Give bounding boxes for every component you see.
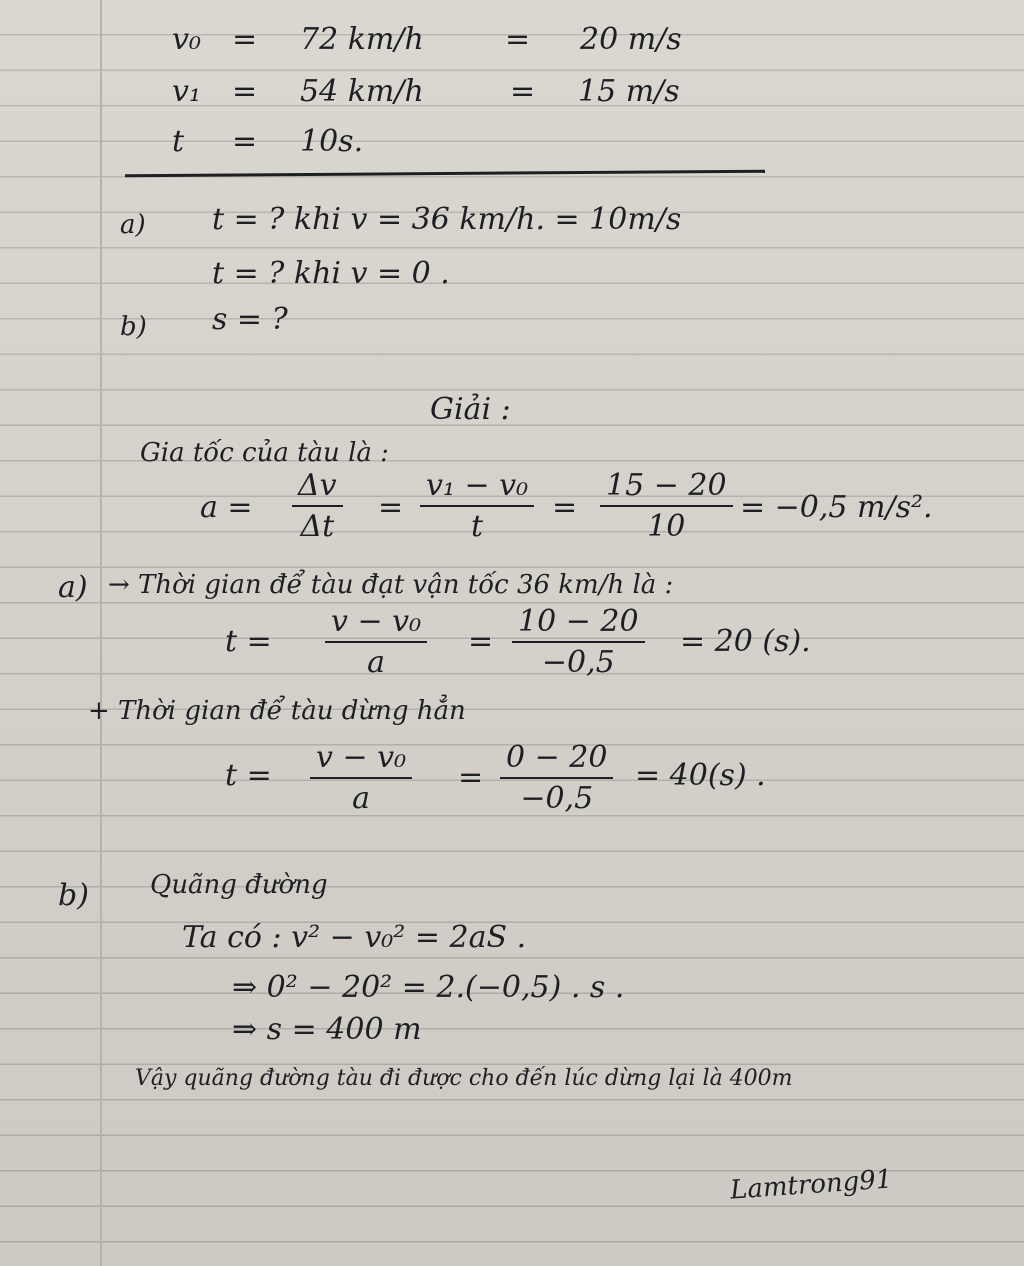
question-a-line2: t = ? khi v = 0 . [212,256,450,291]
part-a-text1: → Thời gian để tàu đạt vận tốc 36 km/h là : [108,570,674,600]
given-v0-value: 72 km/h [300,22,424,57]
accel-fraction-velocity [420,468,534,544]
given-v1-symbol: v₁ [172,74,201,109]
accel-f2-denominator: t [471,509,484,544]
part-a-t2-lhs: t = [225,758,272,793]
given-v1-eq1: = [232,74,258,109]
part-a-t2-f1-denominator: a [352,781,371,816]
accel-eq2: = [552,490,578,525]
accel-f1-numerator: Δv [292,468,343,507]
question-a-label: a) [120,210,146,240]
question-b-label: b) [120,312,147,342]
accel-fraction-delta [292,468,343,544]
part-b-line1: Ta có : v² − v₀² = 2aS . [182,920,527,955]
given-v0-eq1: = [232,22,258,57]
part-a-t1-f2-numerator: 10 − 20 [512,604,645,643]
part-a-t2-eq: = [458,760,484,795]
solution-heading: Giải : [430,392,511,427]
part-a-t1-result: = 20 (s). [680,624,811,659]
given-t-symbol: t [172,124,185,159]
part-b-label: b) [58,878,89,913]
part-a-t2-fraction-formula [310,740,412,816]
question-a-line1: t = ? khi v = 36 km/h. = 10m/s [212,202,682,237]
part-a-t1-f1-denominator: a [367,645,386,680]
part-a-t2-f2-denominator: −0,5 [520,781,594,816]
margin-line [100,0,102,1266]
conclusion: Vậy quãng đường tàu đi được cho đến lúc dừng lại là 400m [135,1066,793,1091]
given-v1-eq2: = [510,74,536,109]
part-a-t1-fraction-formula [325,604,427,680]
part-a-t2-f1-numerator: v − v₀ [310,740,412,779]
accel-f2-numerator: v₁ − v₀ [420,468,534,507]
given-v1-value: 54 km/h [300,74,424,109]
part-a-t1-lhs: t = [225,624,272,659]
part-b-line2: ⇒ 0² − 20² = 2.(−0,5) . s . [232,970,625,1005]
given-t-eq1: = [232,124,258,159]
given-v0-symbol: v₀ [172,22,201,57]
accel-f3-denominator: 10 [647,509,686,544]
part-a-text2: + Thời gian để tàu dừng hẳn [88,696,466,726]
given-v0-eq2: = [505,22,531,57]
given-t-value: 10s. [300,124,364,159]
accel-result: = −0,5 m/s². [740,490,933,525]
part-a-label: a) [58,570,88,605]
accel-eq1: = [378,490,404,525]
part-a-t1-f2-denominator: −0,5 [541,645,615,680]
part-a-t2-result: = 40(s) . [635,758,766,793]
given-v1-si: 15 m/s [578,74,680,109]
accel-fraction-values [600,468,733,544]
part-a-t1-f1-numerator: v − v₀ [325,604,427,643]
part-b-line3: ⇒ s = 400 m [232,1012,422,1047]
part-a-t2-fraction-values [500,740,613,816]
accel-lhs: a = [200,490,253,525]
question-b-line: s = ? [212,302,288,337]
signature: Lamtrong91 [729,1164,894,1206]
accel-f1-denominator: Δt [300,509,335,544]
acceleration-intro: Gia tốc của tàu là : [140,438,389,468]
part-b-heading: Quãng đường [150,870,328,900]
part-a-t2-f2-numerator: 0 − 20 [500,740,613,779]
given-separator [125,170,765,177]
part-a-t1-eq: = [468,624,494,659]
part-a-t1-fraction-values [512,604,645,680]
accel-f3-numerator: 15 − 20 [600,468,733,507]
given-v0-si: 20 m/s [580,22,682,57]
